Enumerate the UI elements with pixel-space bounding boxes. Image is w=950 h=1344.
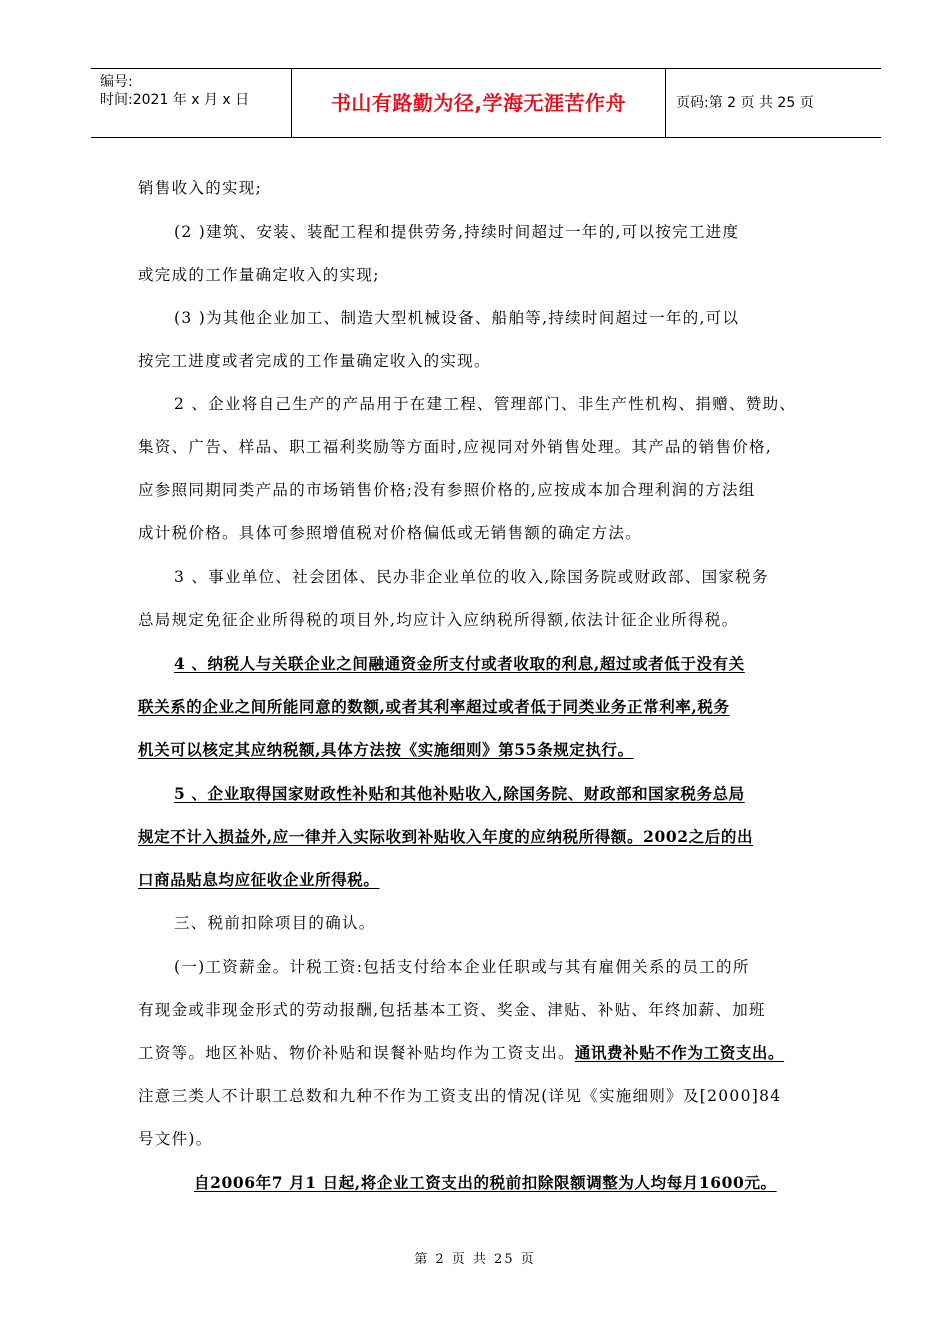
paragraph-line: 应参照同期同类产品的市场销售价格;没有参照价格的,应按成本加合理利润的方法组 bbox=[138, 481, 756, 499]
paragraph-line: (2 )建筑、安装、装配工程和提供劳务,持续时间超过一年的,可以按完工进度 bbox=[174, 223, 740, 241]
paragraph-line: (3 )为其他企业加工、制造大型机械设备、船舶等,持续时间超过一年的,可以 bbox=[174, 309, 740, 327]
section-heading: 三、税前扣除项目的确认。 bbox=[174, 914, 376, 932]
paragraph-line: 总局规定免征企业所得税的项目外,均应计入应纳税所得额,依法计征企业所得税。 bbox=[138, 611, 739, 629]
emphasized-text: 通讯费补贴不作为工资支出。 bbox=[574, 1043, 785, 1062]
emphasized-line: 自2006年7 月1 日起,将企业工资支出的税前扣除限额调整为人均每月1600元。 bbox=[194, 1173, 777, 1192]
header-page-code: 页码:第 2 页 共 25 页 bbox=[676, 95, 814, 111]
paragraph-line bbox=[138, 1041, 784, 1063]
paragraph-line: 2 、企业将自己生产的产品用于在建工程、管理部门、非生产性机构、捐赠、赞助、 bbox=[174, 395, 797, 413]
paragraph-line: 3 、事业单位、社会团体、民办非企业单位的收入,除国务院或财政部、国家税务 bbox=[174, 568, 769, 586]
page-footer: 第 2 页 共 25 页 bbox=[414, 1252, 536, 1267]
paragraph-line: 按完工进度或者完成的工作量确定收入的实现。 bbox=[138, 352, 491, 370]
emphasized-line: 4 、纳税人与关联企业之间融通资金所支付或者收取的利息,超过或者低于没有关 bbox=[174, 654, 745, 673]
paragraph-line: 有现金或非现金形式的劳动报酬,包括基本工资、奖金、津贴、补贴、年终加薪、加班 bbox=[138, 1001, 766, 1019]
header-motto: 书山有路勤为径,学海无涯苦作舟 bbox=[292, 69, 666, 137]
time-label: 时间:2021 年 x 月 x 日 bbox=[100, 92, 250, 108]
emphasized-line: 口商品贴息均应征收企业所得税。 bbox=[138, 870, 380, 889]
paragraph-line: 成计税价格。具体可参照增值税对价格偏低或无销售额的确定方法。 bbox=[138, 524, 643, 542]
paragraph-line: 或完成的工作量确定收入的实现; bbox=[138, 266, 380, 284]
emphasized-line: 5 、企业取得国家财政性补贴和其他补贴收入,除国务院、财政部和国家税务总局 bbox=[174, 784, 745, 803]
emphasized-line: 规定不计入损益外,应一律并入实际收到补贴收入年度的应纳税所得额。2002之后的出 bbox=[138, 827, 754, 846]
paragraph-line: 号文件)。 bbox=[138, 1130, 213, 1148]
paragraph-text: 工资等。地区补贴、物价补贴和误餐补贴均作为工资支出。 bbox=[138, 1044, 575, 1062]
paragraph-line: 集资、广告、样品、职工福利奖励等方面时,应视同对外销售处理。其产品的销售价格, bbox=[138, 438, 773, 456]
paragraph-line: 注意三类人不计职工总数和九种不作为工资支出的情况(详见《实施细则》及[2000]84 bbox=[138, 1087, 782, 1105]
paragraph-line: (一)工资薪金。计税工资:包括支付给本企业任职或与其有雇佣关系的员工的所 bbox=[174, 958, 750, 976]
emphasized-line: 机关可以核定其应纳税额,具体方法按《实施细则》第55条规定执行。 bbox=[138, 740, 634, 759]
paragraph-line: 销售收入的实现; bbox=[138, 179, 263, 197]
header-table bbox=[91, 68, 881, 138]
header-meta-cell bbox=[91, 69, 292, 137]
emphasized-line: 联关系的企业之间所能同意的数额,或者其利率超过或者低于同类业务正常利率,税务 bbox=[138, 697, 730, 716]
doc-number-label: 编号: bbox=[100, 74, 133, 90]
